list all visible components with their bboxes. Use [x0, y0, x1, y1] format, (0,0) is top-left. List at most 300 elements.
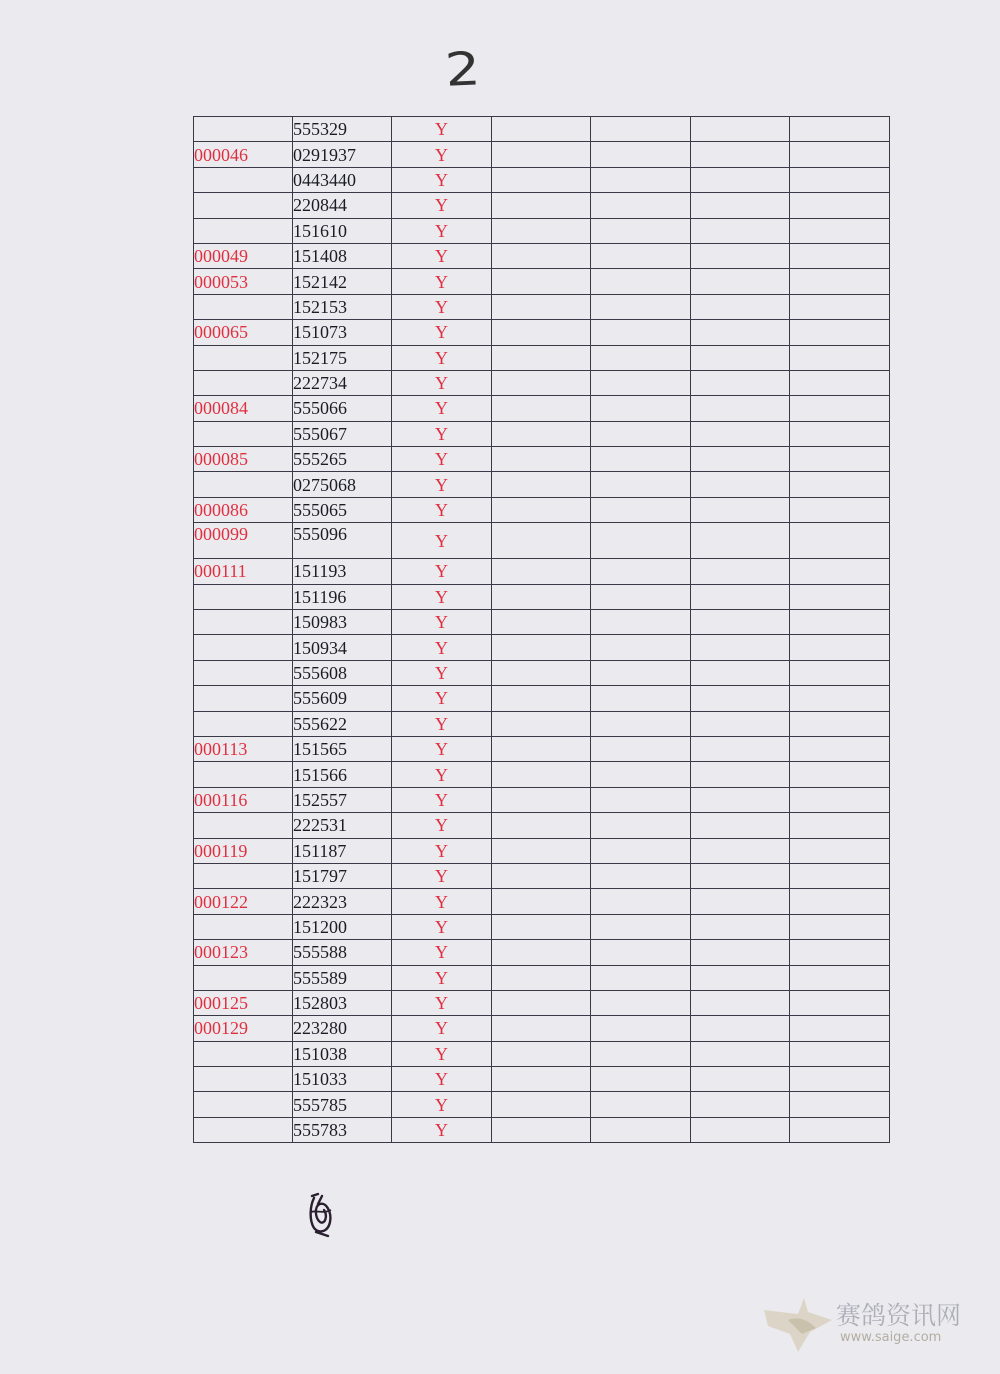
table-row: [194, 863, 890, 888]
status-flag-cell: Y: [392, 635, 492, 660]
watermark-url: www.saige.com: [840, 1330, 942, 1345]
empty-cell: [591, 243, 691, 268]
empty-cell: [591, 1092, 691, 1117]
empty-cell: [691, 421, 790, 446]
owner-id-cell: [194, 1117, 293, 1142]
status-flag-cell: Y: [392, 787, 492, 812]
owner-id-cell: [194, 584, 293, 609]
table-row: [194, 193, 890, 218]
table-row: [194, 635, 890, 660]
empty-cell: [691, 1067, 790, 1092]
empty-cell: [492, 990, 591, 1015]
owner-id-cell: [194, 421, 293, 446]
empty-cell: [691, 736, 790, 761]
empty-cell: [591, 838, 691, 863]
status-flag-cell: Y: [392, 320, 492, 345]
empty-cell: [492, 421, 591, 446]
empty-cell: [492, 863, 591, 888]
empty-cell: [492, 1016, 591, 1041]
empty-cell: [591, 1117, 691, 1142]
empty-cell: [492, 294, 591, 319]
owner-id-cell: 000116: [194, 787, 293, 812]
empty-cell: [591, 762, 691, 787]
table-row: [194, 711, 890, 736]
empty-cell: [691, 863, 790, 888]
status-flag-cell: Y: [392, 523, 492, 559]
ring-table: [193, 116, 890, 1143]
empty-cell: [492, 838, 591, 863]
empty-cell: [591, 320, 691, 345]
status-flag-cell: Y: [392, 472, 492, 497]
empty-cell: [691, 497, 790, 522]
owner-id-cell: 000119: [194, 838, 293, 863]
owner-id-cell: 000065: [194, 320, 293, 345]
empty-cell: [591, 1016, 691, 1041]
ring-number-cell: 151193: [293, 559, 392, 584]
ring-number-cell: 555096: [293, 523, 392, 559]
table-row: [194, 294, 890, 319]
owner-id-cell: 000099: [194, 523, 293, 559]
table-row: [194, 1041, 890, 1066]
owner-id-cell: [194, 762, 293, 787]
empty-cell: [492, 965, 591, 990]
empty-cell: [691, 889, 790, 914]
owner-id-cell: 000122: [194, 889, 293, 914]
empty-cell: [691, 635, 790, 660]
empty-cell: [790, 1016, 890, 1041]
table-row: [194, 345, 890, 370]
empty-cell: [591, 559, 691, 584]
empty-cell: [790, 660, 890, 685]
empty-cell: [691, 559, 790, 584]
ring-number-cell: 555329: [293, 117, 392, 142]
empty-cell: [591, 396, 691, 421]
empty-cell: [691, 584, 790, 609]
empty-cell: [790, 889, 890, 914]
empty-cell: [691, 193, 790, 218]
ring-number-cell: 151196: [293, 584, 392, 609]
empty-cell: [691, 142, 790, 167]
ring-number-cell: 222323: [293, 889, 392, 914]
table-row: [194, 1117, 890, 1142]
empty-cell: [591, 218, 691, 243]
owner-id-cell: [194, 610, 293, 635]
empty-cell: [591, 117, 691, 142]
ring-number-cell: 555065: [293, 497, 392, 522]
empty-cell: [691, 269, 790, 294]
empty-cell: [790, 497, 890, 522]
status-flag-cell: Y: [392, 889, 492, 914]
owner-id-cell: 000111: [194, 559, 293, 584]
empty-cell: [790, 762, 890, 787]
status-flag-cell: Y: [392, 863, 492, 888]
status-flag-cell: Y: [392, 762, 492, 787]
empty-cell: [492, 497, 591, 522]
table-row: [194, 889, 890, 914]
empty-cell: [790, 813, 890, 838]
owner-id-cell: 000046: [194, 142, 293, 167]
empty-cell: [790, 635, 890, 660]
empty-cell: [691, 914, 790, 939]
ring-number-cell: 151187: [293, 838, 392, 863]
empty-cell: [790, 447, 890, 472]
status-flag-cell: Y: [392, 497, 492, 522]
table-row: [194, 736, 890, 761]
empty-cell: [492, 914, 591, 939]
status-flag-cell: Y: [392, 243, 492, 268]
empty-cell: [492, 523, 591, 559]
empty-cell: [492, 320, 591, 345]
owner-id-cell: [194, 167, 293, 192]
ring-number-cell: 223280: [293, 1016, 392, 1041]
owner-id-cell: 000123: [194, 940, 293, 965]
table-row: [194, 142, 890, 167]
empty-cell: [691, 1041, 790, 1066]
empty-cell: [591, 167, 691, 192]
owner-id-cell: 000049: [194, 243, 293, 268]
empty-cell: [790, 396, 890, 421]
empty-cell: [790, 1041, 890, 1066]
ring-number-cell: 555066: [293, 396, 392, 421]
empty-cell: [591, 736, 691, 761]
pigeon-logo-icon: [758, 1290, 838, 1360]
ring-number-cell: 150983: [293, 610, 392, 635]
empty-cell: [591, 421, 691, 446]
table-row: [194, 914, 890, 939]
empty-cell: [492, 584, 591, 609]
empty-cell: [691, 660, 790, 685]
empty-cell: [591, 447, 691, 472]
empty-cell: [591, 370, 691, 395]
empty-cell: [591, 345, 691, 370]
empty-cell: [691, 965, 790, 990]
empty-cell: [790, 243, 890, 268]
status-flag-cell: Y: [392, 990, 492, 1015]
empty-cell: [591, 787, 691, 812]
ring-number-cell: 150934: [293, 635, 392, 660]
empty-cell: [790, 320, 890, 345]
owner-id-cell: 000084: [194, 396, 293, 421]
ring-number-cell: 555265: [293, 447, 392, 472]
ring-number-cell: 152557: [293, 787, 392, 812]
ring-number-cell: 0291937: [293, 142, 392, 167]
status-flag-cell: Y: [392, 559, 492, 584]
empty-cell: [691, 218, 790, 243]
empty-cell: [492, 686, 591, 711]
status-flag-cell: Y: [392, 1016, 492, 1041]
ring-number-cell: 220844: [293, 193, 392, 218]
status-flag-cell: Y: [392, 1041, 492, 1066]
empty-cell: [591, 990, 691, 1015]
empty-cell: [691, 1016, 790, 1041]
empty-cell: [492, 167, 591, 192]
table-row: [194, 584, 890, 609]
empty-cell: [492, 117, 591, 142]
empty-cell: [591, 660, 691, 685]
empty-cell: [691, 787, 790, 812]
owner-id-cell: [194, 686, 293, 711]
empty-cell: [492, 1067, 591, 1092]
empty-cell: [790, 686, 890, 711]
empty-cell: [492, 813, 591, 838]
empty-cell: [492, 610, 591, 635]
empty-cell: [790, 1067, 890, 1092]
owner-id-cell: [194, 193, 293, 218]
empty-cell: [591, 1041, 691, 1066]
table-row: [194, 320, 890, 345]
empty-cell: [691, 940, 790, 965]
watermark-site-name: 赛鸽资讯网: [836, 1301, 962, 1330]
empty-cell: [591, 472, 691, 497]
ring-number-cell: 555609: [293, 686, 392, 711]
ring-number-cell: 151565: [293, 736, 392, 761]
ring-number-cell: 555588: [293, 940, 392, 965]
empty-cell: [790, 914, 890, 939]
status-flag-cell: Y: [392, 1092, 492, 1117]
table-row: [194, 610, 890, 635]
status-flag-cell: Y: [392, 193, 492, 218]
empty-cell: [691, 610, 790, 635]
empty-cell: [492, 218, 591, 243]
table-row: [194, 965, 890, 990]
table-row: [194, 523, 890, 559]
empty-cell: [790, 940, 890, 965]
empty-cell: [591, 269, 691, 294]
empty-cell: [790, 345, 890, 370]
table-row: [194, 218, 890, 243]
empty-cell: [591, 711, 691, 736]
empty-cell: [591, 686, 691, 711]
empty-cell: [790, 142, 890, 167]
table-row: [194, 167, 890, 192]
owner-id-cell: 000125: [194, 990, 293, 1015]
table-row: [194, 686, 890, 711]
status-flag-cell: Y: [392, 421, 492, 446]
table-row: [194, 787, 890, 812]
empty-cell: [492, 1092, 591, 1117]
owner-id-cell: 000113: [194, 736, 293, 761]
empty-cell: [691, 523, 790, 559]
table-row: [194, 421, 890, 446]
status-flag-cell: Y: [392, 610, 492, 635]
empty-cell: [492, 243, 591, 268]
table-row: [194, 762, 890, 787]
empty-cell: [790, 610, 890, 635]
ring-number-cell: 555622: [293, 711, 392, 736]
status-flag-cell: Y: [392, 940, 492, 965]
owner-id-cell: [194, 117, 293, 142]
owner-id-cell: [194, 965, 293, 990]
empty-cell: [790, 990, 890, 1015]
status-flag-cell: Y: [392, 711, 492, 736]
status-flag-cell: Y: [392, 686, 492, 711]
table-row: [194, 660, 890, 685]
ring-number-cell: 555608: [293, 660, 392, 685]
ring-number-cell: 152142: [293, 269, 392, 294]
empty-cell: [492, 889, 591, 914]
ring-number-cell: 151408: [293, 243, 392, 268]
empty-cell: [691, 1117, 790, 1142]
status-flag-cell: Y: [392, 914, 492, 939]
table-body: [194, 117, 890, 1143]
empty-cell: [492, 472, 591, 497]
owner-id-cell: [194, 813, 293, 838]
owner-id-cell: 000085: [194, 447, 293, 472]
ring-number-cell: 152803: [293, 990, 392, 1015]
empty-cell: [790, 117, 890, 142]
table-row: [194, 269, 890, 294]
owner-id-cell: [194, 711, 293, 736]
status-flag-cell: Y: [392, 218, 492, 243]
empty-cell: [790, 472, 890, 497]
status-flag-cell: Y: [392, 167, 492, 192]
owner-id-cell: 000129: [194, 1016, 293, 1041]
empty-cell: [790, 523, 890, 559]
empty-cell: [691, 686, 790, 711]
empty-cell: [591, 863, 691, 888]
empty-cell: [691, 370, 790, 395]
ring-number-cell: 151797: [293, 863, 392, 888]
ring-number-cell: 151610: [293, 218, 392, 243]
owner-id-cell: [194, 1092, 293, 1117]
empty-cell: [591, 1067, 691, 1092]
empty-cell: [790, 269, 890, 294]
status-flag-cell: Y: [392, 447, 492, 472]
status-flag-cell: Y: [392, 396, 492, 421]
empty-cell: [790, 218, 890, 243]
ring-number-cell: 0443440: [293, 167, 392, 192]
empty-cell: [492, 660, 591, 685]
empty-cell: [591, 523, 691, 559]
empty-cell: [591, 294, 691, 319]
empty-cell: [591, 889, 691, 914]
empty-cell: [591, 610, 691, 635]
empty-cell: [691, 711, 790, 736]
status-flag-cell: Y: [392, 117, 492, 142]
owner-id-cell: [194, 1041, 293, 1066]
empty-cell: [790, 421, 890, 446]
ring-number-cell: 151033: [293, 1067, 392, 1092]
empty-cell: [591, 940, 691, 965]
empty-cell: [790, 1092, 890, 1117]
empty-cell: [492, 142, 591, 167]
empty-cell: [492, 1117, 591, 1142]
status-flag-cell: Y: [392, 370, 492, 395]
empty-cell: [691, 117, 790, 142]
table-row: [194, 243, 890, 268]
table-row: [194, 559, 890, 584]
ring-number-cell: 152153: [293, 294, 392, 319]
empty-cell: [691, 813, 790, 838]
ring-number-cell: 152175: [293, 345, 392, 370]
empty-cell: [691, 762, 790, 787]
table-row: [194, 813, 890, 838]
table-row: [194, 990, 890, 1015]
status-flag-cell: Y: [392, 294, 492, 319]
table-row: [194, 117, 890, 142]
empty-cell: [691, 320, 790, 345]
empty-cell: [691, 1092, 790, 1117]
owner-id-cell: [194, 345, 293, 370]
ring-number-cell: 555589: [293, 965, 392, 990]
empty-cell: [790, 787, 890, 812]
owner-id-cell: [194, 914, 293, 939]
empty-cell: [492, 370, 591, 395]
owner-id-cell: [194, 472, 293, 497]
empty-cell: [492, 940, 591, 965]
empty-cell: [591, 142, 691, 167]
empty-cell: [492, 711, 591, 736]
empty-cell: [492, 345, 591, 370]
empty-cell: [492, 736, 591, 761]
empty-cell: [790, 863, 890, 888]
ring-number-cell: 151038: [293, 1041, 392, 1066]
empty-cell: [691, 838, 790, 863]
empty-cell: [790, 736, 890, 761]
empty-cell: [691, 167, 790, 192]
empty-cell: [591, 497, 691, 522]
empty-cell: [691, 396, 790, 421]
owner-id-cell: [194, 863, 293, 888]
owner-id-cell: 000053: [194, 269, 293, 294]
empty-cell: [591, 914, 691, 939]
empty-cell: [492, 193, 591, 218]
status-flag-cell: Y: [392, 584, 492, 609]
table-row: [194, 396, 890, 421]
ring-number-cell: 0275068: [293, 472, 392, 497]
empty-cell: [691, 447, 790, 472]
owner-id-cell: [194, 635, 293, 660]
ring-number-cell: 555067: [293, 421, 392, 446]
page-number: 2: [443, 41, 482, 97]
owner-id-cell: [194, 1067, 293, 1092]
empty-cell: [790, 1117, 890, 1142]
ring-number-cell: 555783: [293, 1117, 392, 1142]
owner-id-cell: [194, 660, 293, 685]
table-row: [194, 370, 890, 395]
ring-number-cell: 222531: [293, 813, 392, 838]
empty-cell: [591, 813, 691, 838]
empty-cell: [790, 559, 890, 584]
owner-id-cell: [194, 294, 293, 319]
status-flag-cell: Y: [392, 345, 492, 370]
status-flag-cell: Y: [392, 142, 492, 167]
empty-cell: [790, 294, 890, 319]
signature: [306, 1192, 336, 1238]
table-row: [194, 472, 890, 497]
empty-cell: [492, 269, 591, 294]
watermark-logo: [758, 1290, 968, 1360]
owner-id-cell: 000086: [194, 497, 293, 522]
empty-cell: [492, 787, 591, 812]
empty-cell: [691, 472, 790, 497]
table-row: [194, 1067, 890, 1092]
empty-cell: [790, 584, 890, 609]
ring-number-cell: 151200: [293, 914, 392, 939]
empty-cell: [591, 193, 691, 218]
empty-cell: [492, 396, 591, 421]
table-row: [194, 1092, 890, 1117]
ring-number-cell: 151073: [293, 320, 392, 345]
ring-number-cell: 151566: [293, 762, 392, 787]
table-row: [194, 1016, 890, 1041]
empty-cell: [591, 635, 691, 660]
empty-cell: [492, 1041, 591, 1066]
empty-cell: [790, 838, 890, 863]
owner-id-cell: [194, 370, 293, 395]
status-flag-cell: Y: [392, 269, 492, 294]
empty-cell: [790, 167, 890, 192]
